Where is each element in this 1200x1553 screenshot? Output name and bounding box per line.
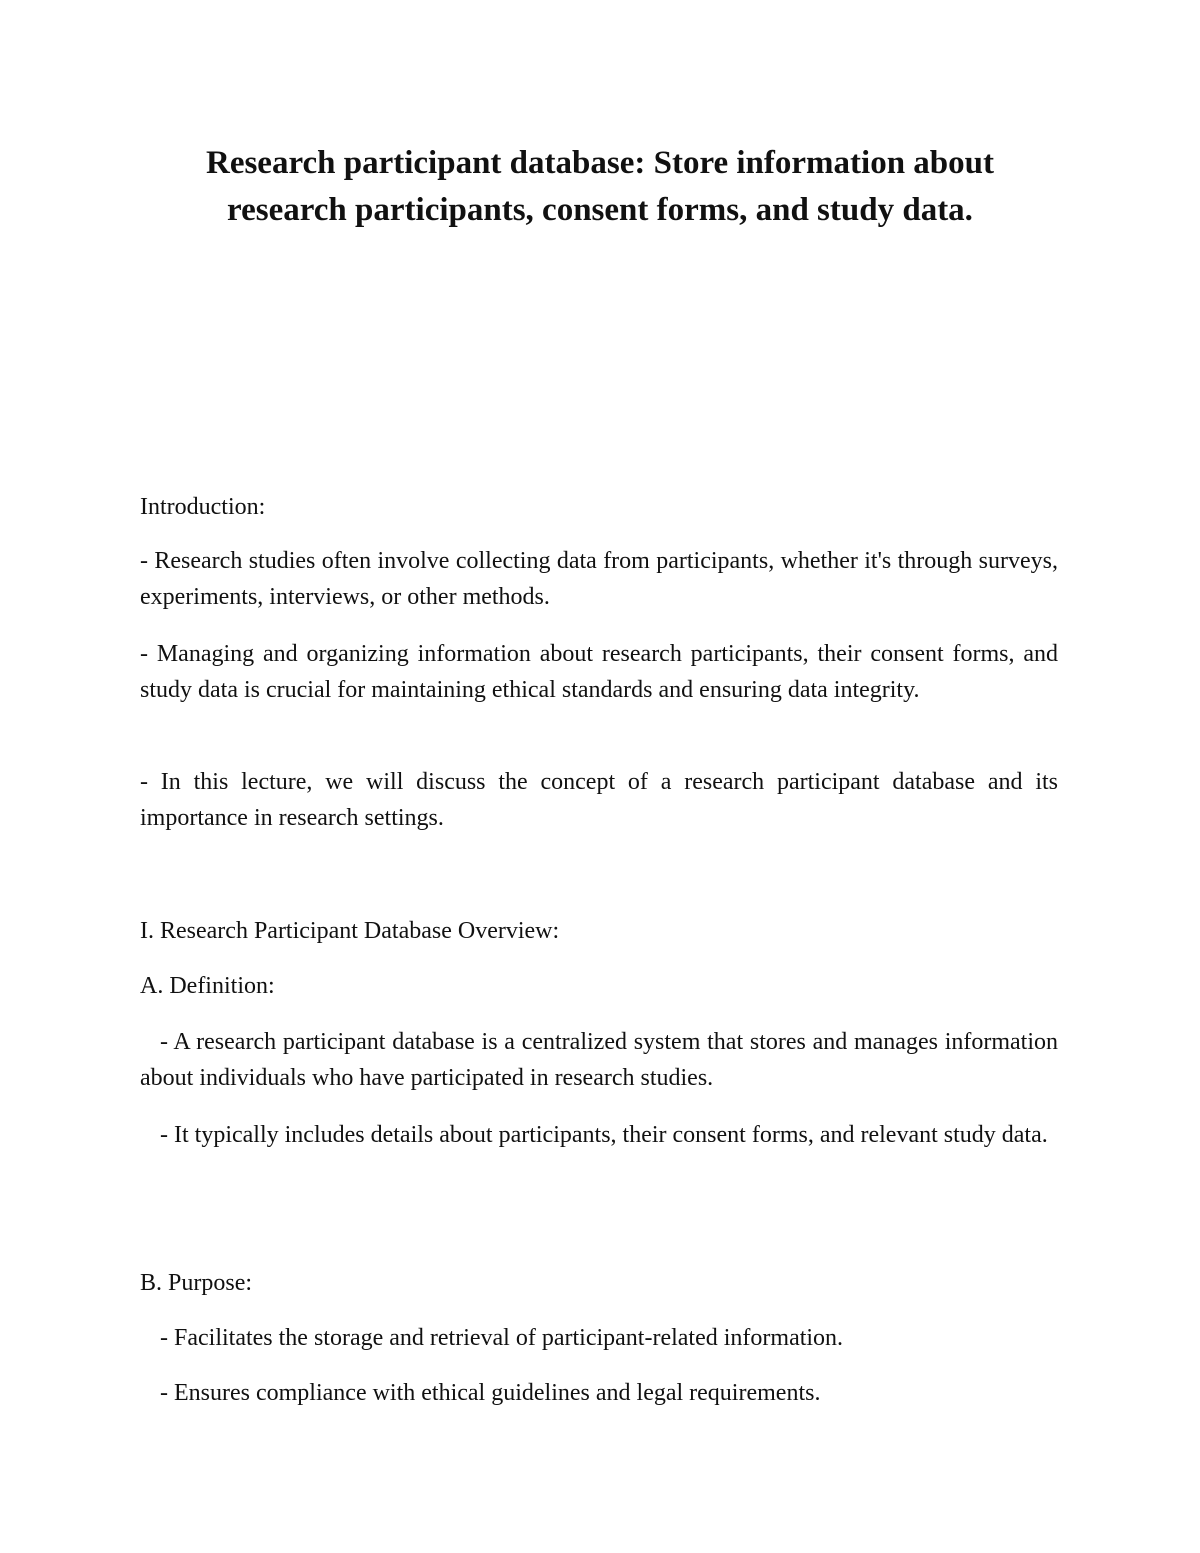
page-title [140, 140, 1060, 234]
page-title-line-1: Research participant database: Store information about [205, 145, 994, 181]
intro-heading: Introduction: [140, 494, 266, 520]
section-1-heading: I. Research Participant Database Overview: [140, 918, 560, 944]
subsection-b-bullet-2: - Ensures compliance with ethical guidelines and legal requirements. [160, 1380, 821, 1406]
subsection-b-heading: B. Purpose: [140, 1270, 253, 1296]
subsection-a-heading: A. Definition: [140, 973, 275, 999]
intro-bullet-1: - Research studies often involve collecting data from participants, whether it's through surveys, experiments, interviews, or other methods. [140, 548, 1058, 610]
page-title-line-2: research participants, consent forms, and study data. [227, 192, 973, 228]
subsection-a-bullet-1: - A research participant database is a centralized system that stores and manages information about individuals who have participated in research studies. [140, 1029, 1058, 1091]
intro-bullet-2: - Managing and organizing information about research participants, their consent forms, and study data is crucial for maintaining ethical standards and ensuring data integrity. [140, 641, 1058, 703]
intro-bullet-3: - In this lecture, we will discuss the concept of a research participant database and its importance in research settings. [140, 769, 1058, 831]
subsection-b-bullet-1: - Facilitates the storage and retrieval of participant-related information. [160, 1325, 844, 1351]
subsection-a-bullet-2: - It typically includes details about participants, their consent forms, and relevant study data. [160, 1122, 1048, 1148]
